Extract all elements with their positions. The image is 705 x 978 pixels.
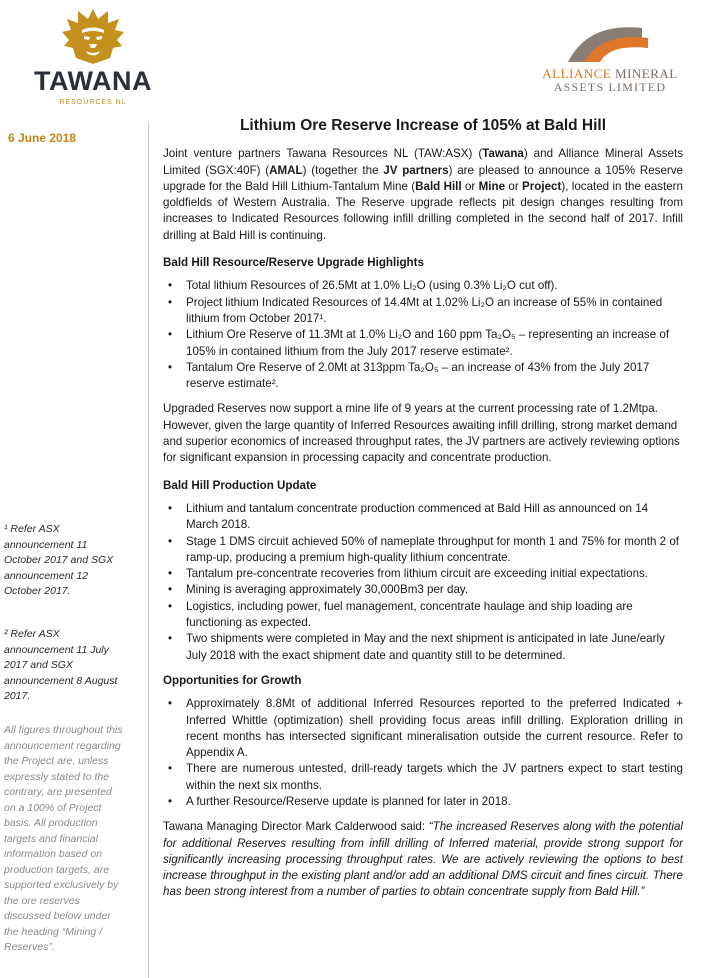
- list-item: • Stage 1 DMS circuit achieved 50% of nameplate throughput for month 1 and 75% for month 2 of ramp-up, producing a premium high-quality lithium concentrate.: [186, 534, 683, 567]
- growth-heading: Opportunities for Growth: [163, 673, 302, 687]
- list-item: • Tantalum pre-concentrate recoveries from lithium circuit are exceeding initial expectations.: [186, 566, 683, 582]
- side-notes: [4, 522, 126, 600]
- footnote-2: ² Refer ASX announcement 11 July 2017 and SGX announcement 8 August 2017.: [4, 628, 118, 702]
- quote-text: “The increased Reserves along with the potential for additional Reserves resulting from infill drilling of Inferred material, provide strong support for significantly increasing processing throughput rates. We are actively reviewing the options to best increase throughput in the existing plant and/or add an additional DMS circuit and fines circuit. There has been strong interest from a number of parties to obtain concentrate supply from Bald Hill.”: [163, 820, 683, 899]
- list-item: • Project lithium Indicated Resources of 14.4Mt at 1.02% Li₂O an increase of 55% in contained lithium from October 2017¹.: [186, 295, 683, 328]
- highlights-list: [163, 278, 683, 392]
- list-item: • Lithium Ore Reserve of 11.3Mt at 1.0% Li₂O and 160 ppm Ta₂O₅ – representing an increase of 105% in contained lithium from the July 2017 reserve estimate².: [186, 327, 683, 360]
- list-item: • Lithium and tantalum concentrate production commenced at Bald Hill as announced on 14 March 2018.: [186, 501, 683, 534]
- intro-text-3: ) (together the: [302, 163, 384, 177]
- intro-bold-jv: JV partners: [383, 163, 449, 177]
- list-item: • A further Resource/Reserve update is planned for later in 2018.: [186, 794, 683, 810]
- list-item: • Total lithium Resources of 26.5Mt at 1.0% Li₂O (using 0.3% Li₂O cut off).: [186, 278, 683, 294]
- production-list: [163, 501, 683, 664]
- intro-text-5: or: [461, 179, 479, 193]
- tawana-logo-name: TAWANA: [34, 66, 152, 96]
- list-item: • Two shipments were completed in May and the next shipment is anticipated in late June/early July 2018 with the exact shipment date and quantity still to be determined.: [186, 631, 683, 664]
- arch-logo-icon: [530, 14, 690, 66]
- intro-bold-tawana: Tawana: [482, 147, 524, 161]
- list-item: • Tantalum Ore Reserve of 2.0Mt at 313ppm Ta₂O₅ – an increase of 43% from the July 2017 reserve estimate².: [186, 360, 683, 393]
- list-item: • Mining is averaging approximately 30,000Bm3 per day.: [186, 582, 683, 598]
- intro-bold-mine: Mine: [478, 179, 506, 193]
- main-content: [163, 118, 683, 912]
- footnote-1: ¹ Refer ASX announcement 11 October 2017 and SGX announcement 12 October 2017.: [4, 523, 114, 597]
- intro-bold-project: Project: [522, 179, 562, 193]
- quote-paragraph: [163, 819, 683, 900]
- tawana-logo: [18, 6, 168, 106]
- list-item: • Approximately 8.8Mt of additional Inferred Resources reported to the preferred Indicated + Inferred Whittle (optimization) shell providing focus areas infill drilling. Exploration drilling in recent months has intersected significant mineralisation outside the current resource. Refer to Appendix A.: [186, 696, 683, 761]
- page-title: Lithium Ore Reserve Increase of 105% at Bald Hill: [239, 117, 607, 134]
- column-divider: [148, 122, 149, 978]
- growth-list: [163, 696, 683, 810]
- announcement-date: 6 June 2018: [8, 131, 77, 145]
- tawana-logo-sub: RESOURCES NL: [59, 99, 127, 106]
- production-heading: Bald Hill Production Update: [163, 478, 317, 492]
- intro-paragraph: [163, 146, 683, 244]
- lion-head-icon: [18, 6, 168, 66]
- alliance-logo: [530, 14, 700, 104]
- intro-bold-amal: AMAL: [269, 163, 303, 177]
- alliance-logo-line2: ASSETS LIMITED: [553, 80, 667, 94]
- quote-intro: Tawana Managing Director Mark Calderwood said:: [163, 820, 429, 834]
- alliance-logo-word1: ALLIANCE: [542, 66, 612, 81]
- disclaimer: All figures throughout this announcement regarding the Project are, unless expressly stated to the contrary, are presented on a 100% of Project basis. All production targets and financial information based on production targets, are supported exclusively by the ore reserves discussed below under the heading “Mining / Reserves”.: [4, 724, 123, 953]
- alliance-logo-word2: MINERAL: [615, 66, 678, 81]
- intro-text-2: ) and Alliance Mineral Assets Limited (SGX:40F) (: [163, 147, 684, 177]
- highlights-heading: Bald Hill Resource/Reserve Upgrade Highlights: [163, 256, 424, 270]
- upgrade-paragraph: Upgraded Reserves now support a mine life of 9 years at the current processing rate of 1.2Mtpa. However, given the large quantity of Inferred Resources awaiting infill drilling, strong market demand and superior economics of increased throughput rates, the JV partners are actively reviewing options for significant expansion in processing capacity and concentrate production.: [163, 402, 680, 465]
- intro-text-7: ), located in the eastern goldfields of Western Australia. The Reserve upgrade reflects pit design changes resulting from increases to Indicated Resources following infill drilling completed in the second half of 2017. Infill drilling at Bald Hill is continuing.: [163, 179, 683, 242]
- side-notes-2: [4, 627, 126, 705]
- intro-text-4: ) are pleased to announce a 105% Reserve upgrade for the Bald Hill Lithium-Tantalum Mine (: [163, 163, 683, 193]
- intro-text-1: Joint venture partners Tawana Resources NL (TAW:ASX) (: [163, 147, 483, 161]
- list-item: • Logistics, including power, fuel management, concentrate haulage and ship loading are functioning as expected.: [186, 599, 683, 632]
- intro-text-6: or: [505, 179, 523, 193]
- list-item: • There are numerous untested, drill-ready targets which the JV partners expect to start testing within the next six months.: [186, 761, 683, 794]
- intro-bold-baldhill: Bald Hill: [415, 179, 462, 193]
